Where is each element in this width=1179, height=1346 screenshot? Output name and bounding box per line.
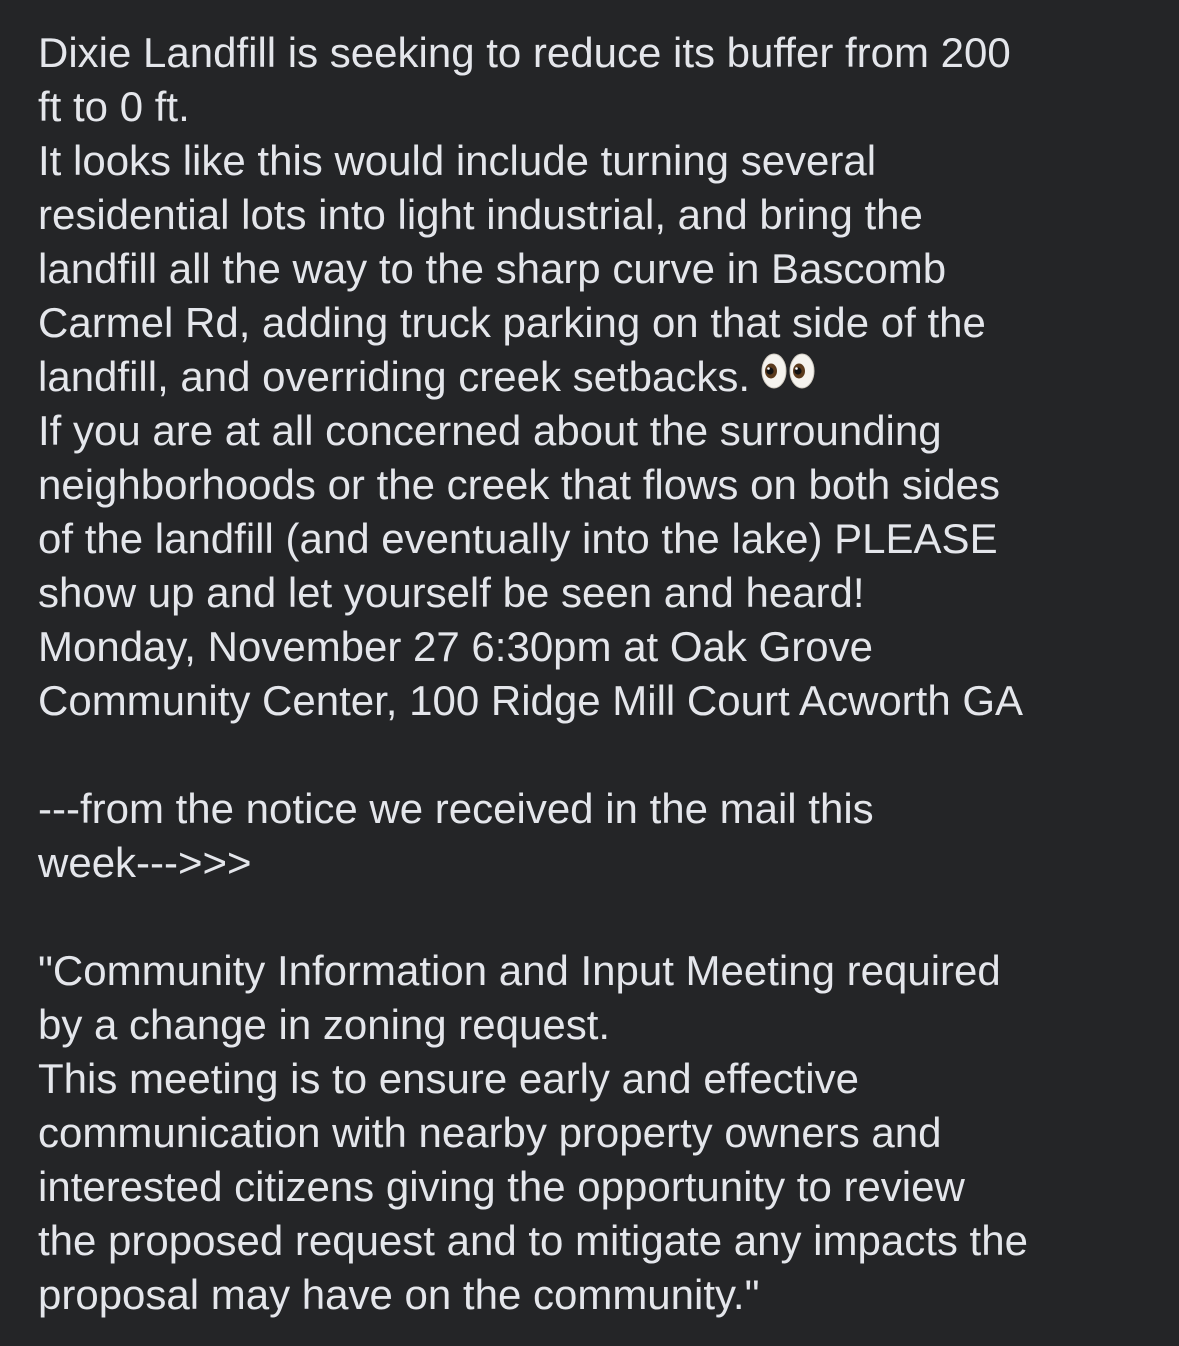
eyes-emoji-svg bbox=[760, 352, 816, 390]
post-line: It looks like this would include turning several bbox=[38, 137, 877, 184]
post-line: by a change in zoning request. bbox=[38, 1001, 611, 1048]
post-line: Monday, November 27 6:30pm at Oak Grove bbox=[38, 623, 873, 670]
post-line: the proposed request and to mitigate any impacts the bbox=[38, 1217, 1028, 1264]
post-line: ---from the notice we received in the mail this bbox=[38, 785, 874, 832]
blank-line bbox=[38, 890, 1141, 944]
post-line: interested citizens giving the opportunity to review bbox=[38, 1163, 965, 1210]
post-line: communication with nearby property owners and bbox=[38, 1109, 942, 1156]
post-line: of the landfill (and eventually into the lake) PLEASE bbox=[38, 515, 998, 562]
blank-line bbox=[38, 728, 1141, 782]
post-line: landfill all the way to the sharp curve in Bascomb bbox=[38, 245, 947, 292]
post-body bbox=[38, 26, 1141, 1322]
post-line: proposal may have on the community." bbox=[38, 1271, 760, 1318]
post-line: residential lots into light industrial, and bring the bbox=[38, 191, 923, 238]
post-line: If you are at all concerned about the surrounding bbox=[38, 407, 942, 454]
post-line: This meeting is to ensure early and effective bbox=[38, 1055, 859, 1102]
post-line: show up and let yourself be seen and heard! bbox=[38, 569, 865, 616]
eyes-emoji-icon bbox=[760, 349, 816, 403]
post-line: Carmel Rd, adding truck parking on that side of the bbox=[38, 299, 986, 346]
post-line: neighborhoods or the creek that flows on both sides bbox=[38, 461, 1000, 508]
post-line: Community Center, 100 Ridge Mill Court Acworth GA bbox=[38, 677, 1024, 724]
post-line-with-emoji bbox=[38, 350, 1141, 404]
post-line: Dixie Landfill is seeking to reduce its buffer from 200 bbox=[38, 29, 1011, 76]
post-line: "Community Information and Input Meeting required bbox=[38, 947, 1001, 994]
post-line: week--->>> bbox=[38, 839, 252, 886]
post-line-text: landfill, and overriding creek setbacks. bbox=[38, 353, 751, 400]
post-line: ft to 0 ft. bbox=[38, 83, 190, 130]
